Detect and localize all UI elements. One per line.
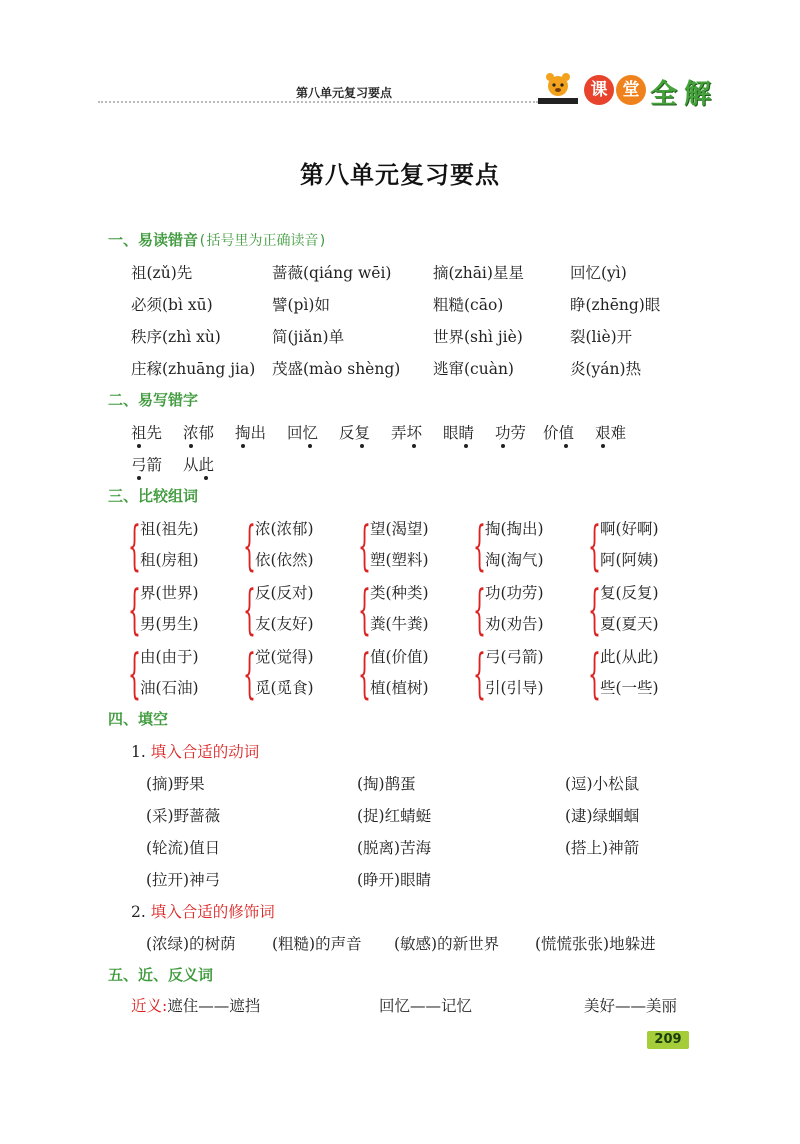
compare-word: 望(渴望) (370, 520, 429, 538)
compare-word: 劝(劝告) (485, 615, 544, 633)
compare-word: 友(友好) (255, 615, 314, 633)
compare-group (358, 642, 471, 709)
compare-word: 油(石油) (140, 679, 199, 697)
pron-item: 世界(shì jiè) (433, 328, 523, 346)
red-brace-icon: { (473, 642, 486, 705)
section-4-title: 四、填空 (108, 710, 169, 728)
logo-char-3: 全 (650, 79, 677, 110)
compare-word: 掏(掏出) (485, 520, 544, 538)
word-item: 眼睛 (443, 424, 475, 442)
word-item: 掏出 (235, 424, 267, 442)
word-item: 弓箭 (131, 456, 163, 474)
verb-item: (搭上)神箭 (565, 839, 640, 857)
red-brace-icon: { (243, 578, 256, 641)
pron-item: 茂盛(mào shèng) (272, 360, 401, 378)
compare-group (473, 514, 586, 581)
bear-mascot-icon (536, 70, 580, 110)
word-item: 弄坏 (391, 424, 423, 442)
compare-group (473, 578, 586, 645)
compare-word: 反(反对) (255, 584, 314, 602)
verb-item: (睁开)眼睛 (357, 871, 432, 889)
red-brace-icon: { (128, 642, 141, 705)
modifier-item: (敏感)的新世界 (394, 935, 500, 953)
fill-q2-heading (131, 900, 275, 922)
verb-item: (轮流)值日 (146, 839, 221, 857)
pron-item: 回忆(yì) (570, 264, 627, 282)
modifier-item: (粗糙)的声音 (272, 935, 362, 953)
compare-word: 祖(祖先) (140, 520, 199, 538)
compare-group (588, 514, 701, 581)
verb-item: (捉)红蜻蜓 (357, 807, 432, 825)
verb-item: (摘)野果 (146, 775, 205, 793)
section-2-title: 二、易写错字 (108, 391, 199, 409)
section-5-title: 五、近、反义词 (108, 966, 214, 984)
word-item: 回忆 (287, 424, 319, 442)
compare-group (358, 514, 471, 581)
compare-word: 值(价值) (370, 648, 429, 666)
pron-item: 粗糙(cāo) (433, 296, 504, 314)
verb-item: (脱离)苦海 (357, 839, 432, 857)
section-3-title: 三、比较组词 (108, 487, 199, 505)
compare-group (243, 642, 356, 709)
compare-word: 功(功劳) (485, 584, 544, 602)
compare-word: 复(反复) (600, 584, 659, 602)
ketang-quanjie-logo (536, 70, 722, 110)
running-header-title: 第八单元复习要点 (296, 86, 393, 100)
compare-word: 夏(夏天) (600, 615, 659, 633)
red-brace-icon: { (358, 578, 371, 641)
red-brace-icon: { (358, 514, 371, 577)
word-item: 反复 (339, 424, 371, 442)
word-item: 祖先 (131, 424, 163, 442)
compare-group (588, 642, 701, 709)
compare-word: 此(从此) (600, 648, 659, 666)
compare-group (243, 578, 356, 645)
pron-item: 必须(bì xū) (131, 296, 213, 314)
compare-word: 啊(好啊) (600, 520, 659, 538)
verb-item: (采)野蔷薇 (146, 807, 221, 825)
compare-group (128, 642, 241, 709)
pron-item: 裂(liè)开 (570, 328, 633, 346)
compare-word: 男(男生) (140, 615, 199, 633)
compare-group (358, 578, 471, 645)
verb-item: (拉开)神弓 (146, 871, 221, 889)
compare-word: 浓(浓郁) (255, 520, 314, 538)
verb-item: (掏)鹊蛋 (357, 775, 416, 793)
compare-word: 植(植树) (370, 679, 429, 697)
pron-item: 庄稼(zhuāng jia) (131, 360, 256, 378)
synonym-pair: 遮住——遮挡 (167, 997, 261, 1015)
fill-q2-label: 填入合适的修饰词 (150, 903, 275, 921)
compare-word: 弓(弓箭) (485, 648, 544, 666)
fill-q2-number: 2. (131, 903, 146, 921)
compare-word: 觅(觅食) (255, 679, 314, 697)
compare-word: 些(一些) (600, 679, 659, 697)
pron-item: 逃窜(cuàn) (433, 360, 514, 378)
red-brace-icon: { (243, 642, 256, 705)
pron-item: 蔷薇(qiáng wēi) (272, 264, 392, 282)
compare-word: 依(依然) (255, 551, 314, 569)
logo-char-2: 堂 (616, 75, 646, 105)
fill-q1-label: 填入合适的动词 (150, 743, 260, 761)
red-brace-icon: { (358, 642, 371, 705)
red-brace-icon: { (588, 514, 601, 577)
synonym-label: 近义: (131, 997, 168, 1015)
word-item: 价值 (543, 424, 575, 442)
red-brace-icon: { (473, 578, 486, 641)
section-1-note: (括号里为正确读音) (198, 233, 327, 249)
compare-word: 阿(阿姨) (600, 551, 659, 569)
pron-item: 简(jiǎn)单 (272, 328, 345, 346)
red-brace-icon: { (243, 514, 256, 577)
compare-word: 塑(塑料) (370, 551, 429, 569)
pron-item: 譬(pì)如 (272, 296, 330, 314)
red-brace-icon: { (128, 578, 141, 641)
synonym-pair: 回忆——记忆 (379, 997, 473, 1015)
word-item: 浓郁 (183, 424, 215, 442)
compare-word: 由(由于) (140, 648, 199, 666)
compare-word: 类(种类) (370, 584, 429, 602)
header-dotted-rule (98, 101, 538, 103)
logo-char-4: 解 (684, 79, 711, 110)
compare-group (588, 578, 701, 645)
compare-word: 淘(淘气) (485, 551, 544, 569)
verb-item: (逮)绿蝈蝈 (565, 807, 640, 825)
word-item: 功劳 (495, 424, 527, 442)
compare-group (128, 578, 241, 645)
compare-word: 引(引导) (485, 679, 544, 697)
pron-item: 摘(zhāi)星星 (433, 264, 524, 282)
fill-q1-heading (131, 740, 259, 762)
compare-group (243, 514, 356, 581)
red-brace-icon: { (588, 642, 601, 705)
pron-item: 秩序(zhì xù) (131, 328, 221, 346)
compare-word: 粪(牛粪) (370, 615, 429, 633)
logo-char-1: 课 (584, 75, 614, 105)
page-number: 209 (647, 1031, 689, 1049)
pron-item: 睁(zhēng)眼 (570, 296, 661, 314)
word-item: 从此 (183, 456, 215, 474)
compare-word: 租(房租) (140, 551, 199, 569)
red-brace-icon: { (473, 514, 486, 577)
pron-item: 祖(zǔ)先 (131, 264, 193, 282)
section-1-heading (108, 229, 327, 250)
fill-q1-number: 1. (131, 743, 146, 761)
section-1-title: 一、易读错音 (108, 231, 199, 249)
synonym-row (131, 994, 260, 1016)
compare-group (128, 514, 241, 581)
red-brace-icon: { (128, 514, 141, 577)
modifier-item: (浓绿)的树荫 (146, 935, 236, 953)
compare-group (473, 642, 586, 709)
verb-item: (逗)小松鼠 (565, 775, 640, 793)
modifier-item: (慌慌张张)地躲进 (535, 935, 656, 953)
synonym-pair: 美好——美丽 (584, 997, 678, 1015)
pron-item: 炎(yán)热 (570, 360, 642, 378)
page-title: 第八单元复习要点 (300, 160, 500, 189)
compare-word: 界(世界) (140, 584, 199, 602)
word-item: 艰难 (595, 424, 627, 442)
compare-word: 觉(觉得) (255, 648, 314, 666)
red-brace-icon: { (588, 578, 601, 641)
